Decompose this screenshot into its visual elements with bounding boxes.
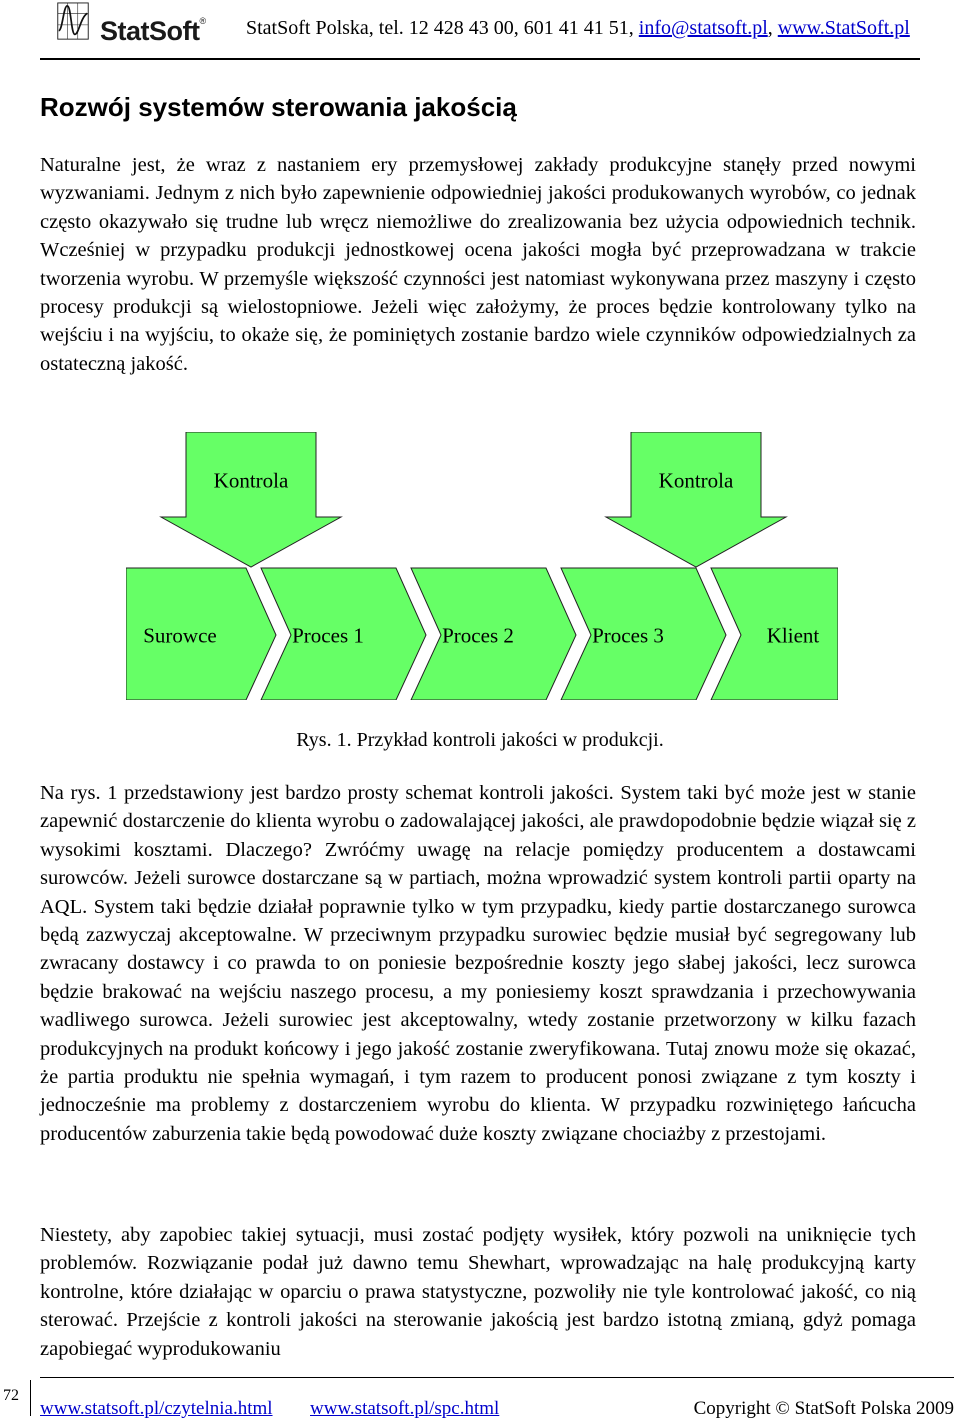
header-company-phone: StatSoft Polska, tel. 12 428 43 00, 601 41 41 51, <box>246 17 634 39</box>
header-website-link[interactable]: www.StatSoft.pl <box>777 17 910 39</box>
footer-link-czytelnia[interactable]: www.statsoft.pl/czytelnia.html <box>40 1398 273 1419</box>
paragraph-diagram-explanation: Na rys. 1 przedstawiony jest bardzo prosty schemat kontroli jakości. System taki być może jest w stanie zapewnić dostarczenie do klienta wyrobu o zadowalającej jakości, ale prawdopodobnie będzie wiązał się z wysokimi kosztami. Dlaczego? Zwróćmy uwagę na relacje pomiędzy producentem a dostawcami surowców. Jeżeli surowce dostarczane są w partiach, można wprowadzić system kontroli partii oparty na AQL. System taki będzie działał poprawnie tylko w tym przypadku, kiedy partie dostarczanego surowca będą zazwyczaj akceptowalne. W przeciwnym przypadku surowiec będzie musiał być segregowany lub zwracany dostawcy i co prawda to on poniesie bezpośrednie koszty jego słabej jakości, lecz surowca będzie brakować na wejściu naszego procesu, a my poniesiemy koszt sprawdzania i przechowywania wadliwego surowca. Jeżeli surowiec jest akceptowalny, wtedy zostanie przetworzony w kilku fazach produkcyjnych na produkt końcowy i jego jakość zostanie zweryfikowana. Tutaj znowu może się okazać, że partia produktu nie spełnia wymagań, i tym razem to producent ponosi związane z tym koszty i jednocześnie ma problemy z dostarczeniem wyrobu do klienta. W przypadku rozwiniętego łańcucha producentów zaburzenia takie będą powodować duże koszty związane chociażby z przestojami. <box>40 782 916 1145</box>
page-number-divider <box>30 1380 31 1416</box>
step-label-surowce: Surowce <box>143 623 217 648</box>
footer-copyright: Copyright © StatSoft Polska 2009 <box>693 1398 954 1419</box>
page-header <box>50 0 930 58</box>
paragraph-shewhart: Niestety, aby zapobiec takiej sytuacji, musi zostać podjęty wysiłek, który pozwoli na uniknięcie tych problemów. Rozwiązanie podał już dawno temu Shewhart, wprowadzając na halę produkcyjną karty kontrolne, które działając w oparciu o prawa statystyczne, pozwoliły nie tyle kontrolować jakość, co nią sterować. Przejście z kontroli jakości na sterowanie jakością jest bardzo istotną zmianą, gdyż pomaga zapobiegać wyprodukowaniu <box>40 1224 916 1360</box>
paragraph-intro: Naturalne jest, że wraz z nastaniem ery przemysłowej zakłady produkcyjne stanęły przed nowymi wyzwaniami. Jednym z nich było zapewnienie odpowiedniej jakości produkowanych wyrobów, co jednak często okazywało się trudne lub wręcz niemożliwe do zrealizowania bez użycia odpowiednich technik. Wcześniej w przypadku produkcji jednostkowej ocena jakości mogła być przeprowadzana w trakcie tworzenia wyrobu. W przemyśle większość czynności jest natomiast wykonywana przez maszyny i często procesy produkcji są wielostopniowe. Jeżeli więc założymy, że proces będzie kontrolowany tylko na wejściu i na wyjściu, to okaże się, że pominiętych zostanie bardzo wiele czynników odpowiedzialnych za ostateczną jakość. <box>40 154 916 375</box>
quality-control-diagram <box>126 432 838 700</box>
figure-caption: Rys. 1. Przykład kontroli jakości w produkcji. <box>296 729 664 751</box>
footer-link-spc[interactable]: www.statsoft.pl/spc.html <box>310 1398 500 1419</box>
header-divider <box>40 58 920 60</box>
step-label-klient: Klient <box>766 623 820 648</box>
control-label-left: Kontrola <box>213 468 289 493</box>
header-contact-info: StatSoft Polska, tel. 12 428 43 00, 601 41 41 51, info@statsoft.pl, www.StatSoft.pl <box>246 17 910 39</box>
control-arrow-left <box>161 432 341 567</box>
section-title: Rozwój systemów sterowania jakością <box>40 92 517 122</box>
chart-wave-icon <box>56 2 90 42</box>
step-label-proces-3: Proces 3 <box>592 623 664 648</box>
step-label-proces-2: Proces 2 <box>442 623 514 648</box>
header-email-link[interactable]: info@statsoft.pl <box>638 17 768 39</box>
footer-divider <box>40 1377 954 1378</box>
step-label-proces-1: Proces 1 <box>292 623 364 648</box>
logo-text: StatSoft® <box>100 16 206 46</box>
control-label-right: Kontrola <box>658 468 734 493</box>
control-arrow-right <box>606 432 786 567</box>
statsoft-logo <box>56 2 246 50</box>
page-number: 72 <box>3 1387 19 1404</box>
